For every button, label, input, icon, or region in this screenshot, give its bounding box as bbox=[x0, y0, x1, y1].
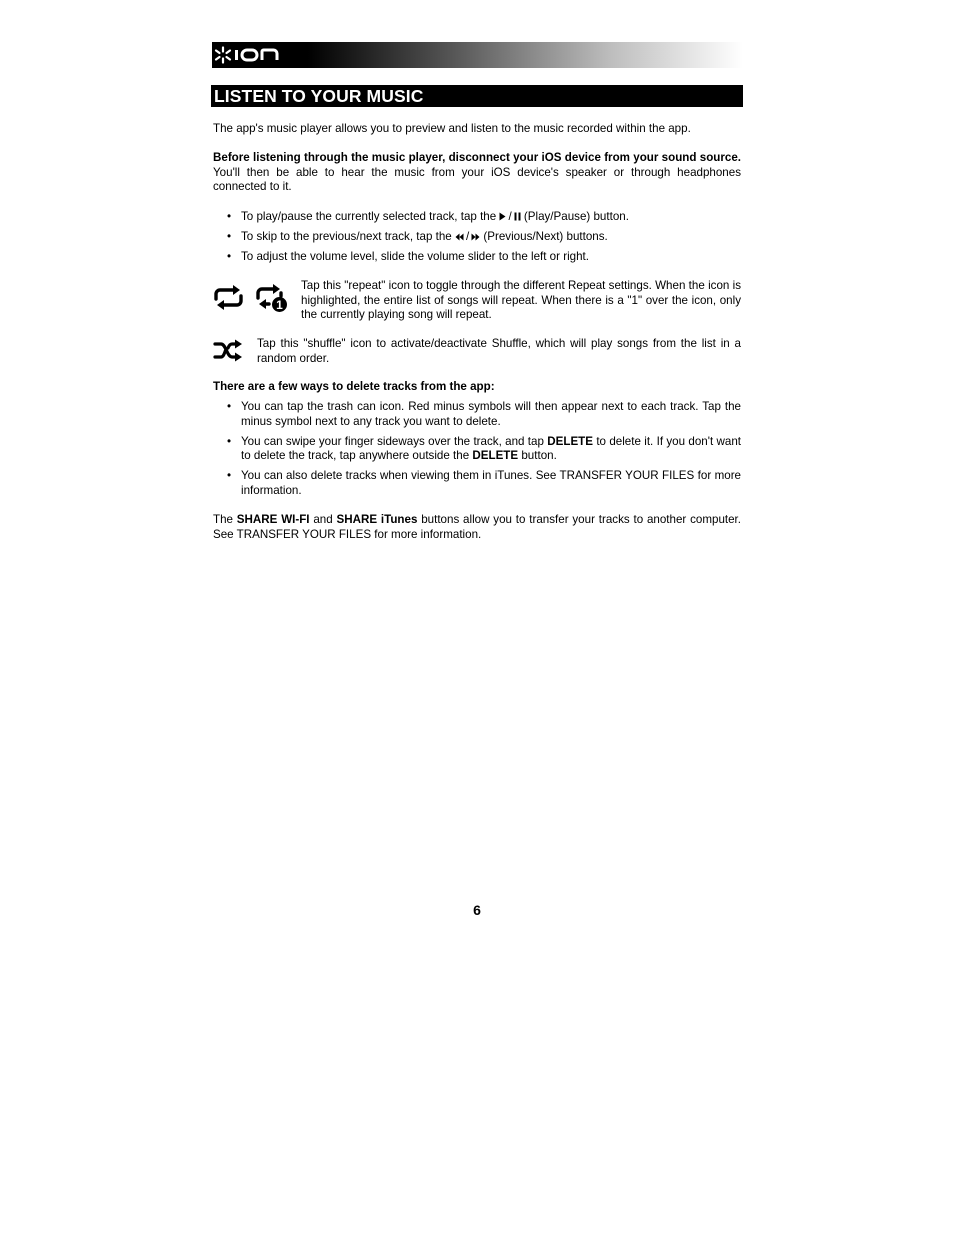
delete-methods-list bbox=[213, 400, 741, 498]
repeat-one-icon bbox=[255, 283, 288, 313]
play-icon bbox=[499, 212, 506, 221]
page-number: 6 bbox=[473, 902, 481, 918]
header-bar bbox=[212, 42, 743, 68]
repeat-icon bbox=[213, 284, 244, 311]
delete-keyword: DELETE bbox=[472, 449, 519, 463]
section-title: LISTEN TO YOUR MUSIC bbox=[211, 85, 743, 107]
skip-instruction-end: (Previous/Next) buttons. bbox=[480, 229, 608, 243]
list-item bbox=[213, 469, 741, 498]
ion-logo bbox=[212, 42, 288, 68]
bullet: • bbox=[227, 469, 232, 483]
disconnect-paragraph bbox=[213, 151, 741, 195]
pause-icon bbox=[514, 212, 521, 221]
slash-separator: / bbox=[465, 229, 470, 243]
list-item bbox=[213, 435, 741, 464]
shuffle-description: Tap this "shuffle" icon to activate/deactivate Shuffle, which will play songs from the list in a random order. bbox=[257, 337, 741, 365]
list-item bbox=[213, 400, 741, 429]
repeat-description: Tap this "repeat" icon to toggle through the different Repeat settings. When the icon is highlighted, the entire list of songs will repeat. When there is a "1" over the icon, only the currently playing song will repeat. bbox=[301, 279, 741, 322]
bullet: • bbox=[227, 400, 232, 413]
delete-method-itunes: You can also delete tracks when viewing them in iTunes. See TRANSFER YOUR FILES for more information. bbox=[241, 469, 741, 497]
delete-keyword: DELETE bbox=[547, 434, 593, 448]
intro-paragraph: The app's music player allows you to preview and listen to the music recorded within the app. bbox=[213, 122, 691, 135]
list-item bbox=[213, 230, 741, 245]
share-text: buttons allow you to transfer your tracks to another computer. See TRANSFER YOUR FILES for more information. bbox=[213, 513, 742, 541]
repeat-one-badge: 1 bbox=[276, 298, 283, 312]
bullet: • bbox=[227, 249, 232, 263]
play-instruction-end: (Play/Pause) button. bbox=[520, 210, 629, 223]
bullet: • bbox=[227, 229, 232, 243]
share-text: and bbox=[309, 513, 337, 526]
delete-method-swipe-cont: to delete it. If you don't want to delete the track, tap anywhere outside the bbox=[241, 434, 741, 463]
slash-separator: / bbox=[508, 210, 512, 223]
share-itunes-label: SHARE iTunes bbox=[336, 513, 418, 526]
list-item bbox=[213, 210, 741, 225]
previous-icon bbox=[455, 233, 464, 241]
share-paragraph bbox=[213, 513, 741, 542]
skip-instruction: To skip to the previous/next track, tap the bbox=[241, 229, 455, 243]
delete-method-swipe-end: button. bbox=[518, 449, 557, 463]
list-item bbox=[213, 250, 741, 265]
play-instruction: To play/pause the currently selected track, tap the bbox=[241, 210, 500, 223]
disconnect-detail: You'll then be able to hear the music from your iOS device's speaker or through headphones connected to it. bbox=[213, 165, 741, 194]
shuffle-icon bbox=[213, 339, 244, 362]
bullet: • bbox=[227, 210, 232, 223]
bullet: • bbox=[227, 434, 232, 448]
volume-instruction: To adjust the volume level, slide the volume slider to the left or right. bbox=[241, 249, 589, 263]
share-wifi-label: SHARE WI-FI bbox=[236, 513, 310, 526]
disconnect-warning: Before listening through the music player, disconnect your iOS device from your sound source. bbox=[213, 151, 741, 164]
delete-method-swipe: You can swipe your finger sideways over the track, and tap bbox=[241, 434, 548, 448]
next-icon bbox=[471, 233, 480, 241]
share-text: The bbox=[213, 513, 237, 526]
playback-controls-list bbox=[213, 210, 741, 265]
delete-method-trash: You can tap the trash can icon. Red minus symbols will then appear next to each track. Tap the minus symbol next to any track you want to delete. bbox=[241, 400, 741, 428]
delete-heading: There are a few ways to delete tracks from the app: bbox=[213, 380, 495, 393]
